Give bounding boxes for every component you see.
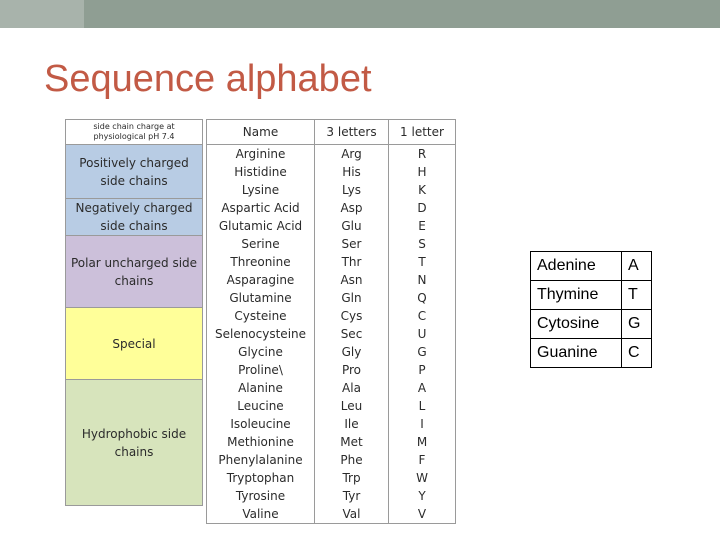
amino-acid-three-letter: Asp [315,199,389,217]
amino-acid-one-letter: V [389,505,456,524]
amino-acid-name: Threonine [207,253,315,271]
amino-acid-three-letter: Ser [315,235,389,253]
amino-acid-row [207,163,456,181]
amino-acid-one-letter: A [389,379,456,397]
amino-acid-one-letter: H [389,163,456,181]
amino-acid-name: Arginine [207,145,315,164]
category-header: side chain charge at physiological pH 7.4 [66,120,203,145]
amino-acid-row [207,487,456,505]
amino-acid-name: Aspartic Acid [207,199,315,217]
amino-acid-one-letter: S [389,235,456,253]
amino-acid-name: Selenocysteine [207,325,315,343]
amino-acid-one-letter: L [389,397,456,415]
base-name: Cytosine [531,310,622,339]
base-name: Thymine [531,281,622,310]
amino-acid-three-letter: Tyr [315,487,389,505]
amino-acid-row [207,289,456,307]
amino-acid-one-letter: I [389,415,456,433]
amino-acid-one-letter: F [389,451,456,469]
amino-acid-three-letter: Sec [315,325,389,343]
one-letter-column-header: 1 letter [389,120,456,145]
amino-acid-three-letter: His [315,163,389,181]
amino-acid-three-letter: Val [315,505,389,524]
amino-acid-three-letter: Lys [315,181,389,199]
base-row [531,310,652,339]
amino-acid-name: Proline\ [207,361,315,379]
slide-title: Sequence alphabet [44,58,372,100]
amino-acid-one-letter: M [389,433,456,451]
base-row [531,252,652,281]
amino-acid-three-letter: Cys [315,307,389,325]
amino-acid-row [207,451,456,469]
amino-acid-one-letter: U [389,325,456,343]
amino-acid-three-letter: Pro [315,361,389,379]
amino-acid-name: Tyrosine [207,487,315,505]
amino-acid-name: Phenylalanine [207,451,315,469]
amino-acid-row [207,145,456,164]
amino-acid-three-letter: Trp [315,469,389,487]
base-letter: T [622,281,652,310]
amino-acid-name: Lysine [207,181,315,199]
amino-acid-name: Asparagine [207,271,315,289]
name-column-header: Name [207,120,315,145]
amino-acid-three-letter: Ile [315,415,389,433]
amino-acid-one-letter: Y [389,487,456,505]
amino-acid-row [207,343,456,361]
amino-acid-name: Cysteine [207,307,315,325]
amino-acid-three-letter: Thr [315,253,389,271]
amino-acid-row [207,415,456,433]
three-letter-column-header: 3 letters [315,120,389,145]
side-chain-category-table [65,119,203,506]
category-cell: Polar uncharged side chains [66,236,203,308]
amino-acid-three-letter: Asn [315,271,389,289]
amino-acid-row [207,325,456,343]
amino-acid-three-letter: Gly [315,343,389,361]
category-cell: Special [66,308,203,380]
base-row [531,281,652,310]
category-cell: Hydrophobic side chains [66,380,203,506]
base-letter: A [622,252,652,281]
amino-acid-name: Valine [207,505,315,524]
amino-acid-name: Isoleucine [207,415,315,433]
amino-acid-one-letter: C [389,307,456,325]
amino-acid-row [207,253,456,271]
amino-acid-table [206,119,456,524]
amino-acid-name: Glutamic Acid [207,217,315,235]
amino-acid-one-letter: D [389,199,456,217]
amino-acid-row [207,361,456,379]
amino-acid-row [207,397,456,415]
amino-acid-name: Leucine [207,397,315,415]
amino-acid-name: Glycine [207,343,315,361]
amino-acid-name: Tryptophan [207,469,315,487]
amino-acid-one-letter: Q [389,289,456,307]
base-name: Adenine [531,252,622,281]
amino-acid-row [207,235,456,253]
amino-acid-name: Serine [207,235,315,253]
amino-acid-three-letter: Met [315,433,389,451]
base-row [531,339,652,368]
amino-acid-name: Alanine [207,379,315,397]
category-cell: Negatively charged side chains [66,199,203,236]
amino-acid-one-letter: K [389,181,456,199]
amino-acid-one-letter: N [389,271,456,289]
amino-acid-name: Glutamine [207,289,315,307]
amino-acid-row [207,379,456,397]
amino-acid-one-letter: G [389,343,456,361]
amino-acid-three-letter: Glu [315,217,389,235]
amino-acid-one-letter: E [389,217,456,235]
base-name: Guanine [531,339,622,368]
top-banner-tab [0,0,84,28]
base-letter: G [622,310,652,339]
amino-acid-row [207,217,456,235]
amino-acid-one-letter: W [389,469,456,487]
amino-acid-one-letter: P [389,361,456,379]
amino-acid-row [207,199,456,217]
amino-acid-name: Methionine [207,433,315,451]
amino-acid-one-letter: R [389,145,456,164]
amino-acid-three-letter: Ala [315,379,389,397]
amino-acid-row [207,469,456,487]
amino-acid-three-letter: Gln [315,289,389,307]
amino-acid-one-letter: T [389,253,456,271]
category-cell: Positively charged side chains [66,145,203,199]
amino-acid-three-letter: Phe [315,451,389,469]
amino-acid-row [207,307,456,325]
base-letter: C [622,339,652,368]
amino-acid-three-letter: Arg [315,145,389,164]
amino-acid-row [207,271,456,289]
amino-acid-row [207,505,456,524]
amino-acid-three-letter: Leu [315,397,389,415]
amino-acid-row [207,433,456,451]
amino-acid-row [207,181,456,199]
nucleotide-base-table [530,251,652,368]
amino-acid-name: Histidine [207,163,315,181]
top-banner [0,0,720,28]
